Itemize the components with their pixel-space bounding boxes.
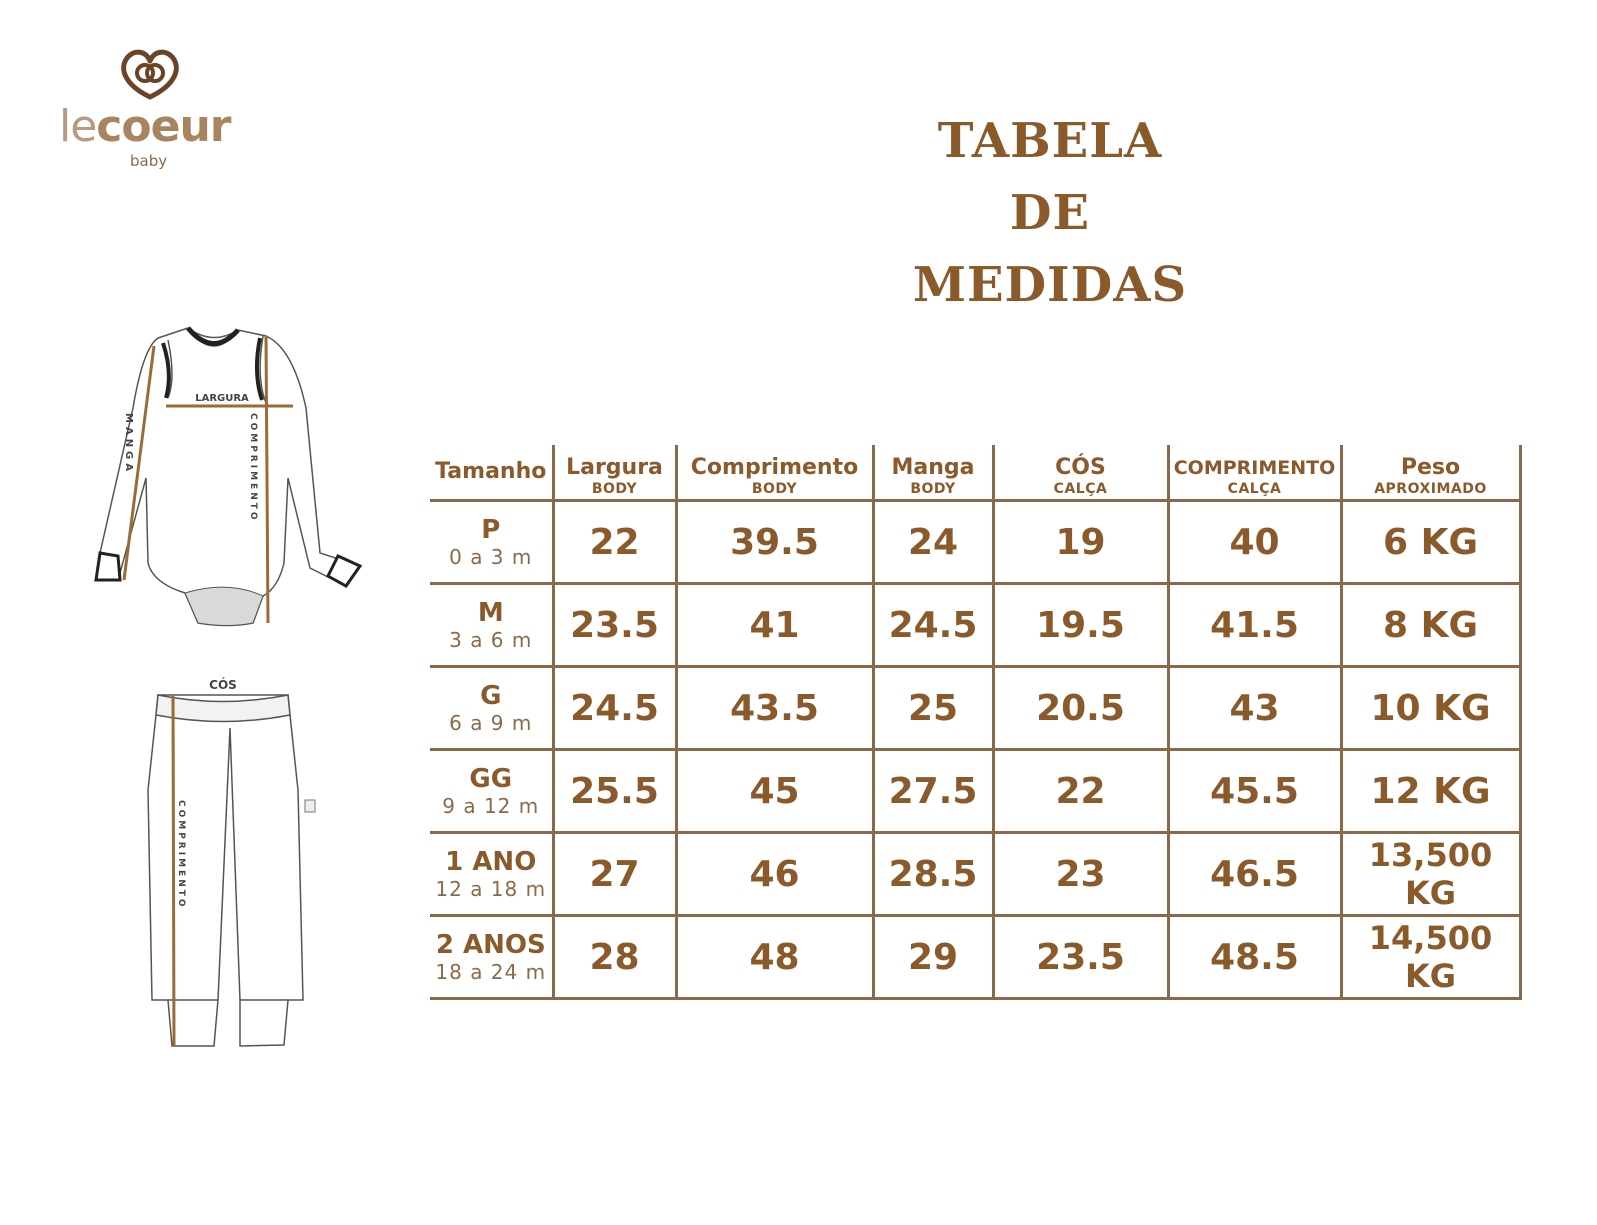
size-label: M bbox=[477, 598, 504, 628]
title-line-1: TABELA DE bbox=[937, 113, 1163, 241]
size-cell bbox=[430, 916, 553, 999]
tag-icon bbox=[305, 800, 315, 812]
header-comprimento-calca: COMPRIMENTO CALÇA bbox=[1168, 445, 1341, 501]
age-range: 3 a 6 m bbox=[449, 628, 533, 652]
comprimento-calca-cell: 45.5 bbox=[1168, 750, 1341, 833]
pants-illustration bbox=[138, 670, 338, 1060]
table-row bbox=[430, 916, 1520, 999]
header-manga: Manga BODY bbox=[873, 445, 993, 501]
comprimento-body-cell: 43.5 bbox=[676, 667, 873, 750]
size-label: G bbox=[480, 681, 502, 711]
size-chart bbox=[430, 445, 1520, 1000]
peso-cell: 6 KG bbox=[1341, 501, 1520, 584]
cos-cell: 20.5 bbox=[993, 667, 1168, 750]
largura-cell: 28 bbox=[553, 916, 676, 999]
comprimento-body-label: COMPRIMENTO bbox=[248, 413, 258, 523]
table-row bbox=[430, 833, 1520, 916]
size-cell bbox=[430, 667, 553, 750]
manga-label: MANGA bbox=[123, 413, 134, 476]
manga-cell: 27.5 bbox=[873, 750, 993, 833]
comprimento-body-cell: 48 bbox=[676, 916, 873, 999]
table-row bbox=[430, 584, 1520, 667]
comprimento-calca-cell: 43 bbox=[1168, 667, 1341, 750]
header-cos: CÓS CALÇA bbox=[993, 445, 1168, 501]
comprimento-calca-cell: 40 bbox=[1168, 501, 1341, 584]
header-peso: Peso APROXIMADO bbox=[1341, 445, 1520, 501]
manga-cell: 29 bbox=[873, 916, 993, 999]
age-range: 12 a 18 m bbox=[435, 877, 547, 901]
largura-cell: 24.5 bbox=[553, 667, 676, 750]
page-title bbox=[900, 105, 1200, 321]
bodysuit-illustration bbox=[88, 318, 373, 638]
size-cell bbox=[430, 750, 553, 833]
peso-cell: 14,500 KG bbox=[1341, 916, 1520, 999]
cos-cell: 23.5 bbox=[993, 916, 1168, 999]
peso-cell: 12 KG bbox=[1341, 750, 1520, 833]
table-row bbox=[430, 501, 1520, 584]
manga-cell: 24.5 bbox=[873, 584, 993, 667]
table-header-row bbox=[430, 445, 1520, 501]
manga-cell: 25 bbox=[873, 667, 993, 750]
manga-cell: 24 bbox=[873, 501, 993, 584]
comprimento-calca-cell: 48.5 bbox=[1168, 916, 1341, 999]
size-label: GG bbox=[469, 764, 513, 794]
size-cell bbox=[430, 833, 553, 916]
size-cell bbox=[430, 501, 553, 584]
size-label: 1 ANO bbox=[445, 847, 537, 877]
size-table bbox=[430, 445, 1522, 1000]
comprimento-calca-cell: 41.5 bbox=[1168, 584, 1341, 667]
size-label: P bbox=[481, 515, 501, 545]
age-range: 18 a 24 m bbox=[435, 960, 547, 984]
heart-logo-icon bbox=[115, 45, 185, 103]
size-label: 2 ANOS bbox=[435, 930, 546, 960]
largura-label: LARGURA bbox=[195, 393, 249, 404]
peso-cell: 13,500 KG bbox=[1341, 833, 1520, 916]
age-range: 0 a 3 m bbox=[449, 545, 533, 569]
largura-cell: 25.5 bbox=[553, 750, 676, 833]
cos-cell: 19.5 bbox=[993, 584, 1168, 667]
comprimento-body-cell: 46 bbox=[676, 833, 873, 916]
table-row bbox=[430, 750, 1520, 833]
brand-wordmark: lecoeur bbox=[59, 101, 231, 152]
largura-cell: 27 bbox=[553, 833, 676, 916]
brand-subtitle: baby bbox=[130, 152, 168, 170]
size-cell bbox=[430, 584, 553, 667]
title-line-2: MEDIDAS bbox=[912, 257, 1188, 313]
cos-cell: 22 bbox=[993, 750, 1168, 833]
brand-logo bbox=[55, 45, 255, 175]
largura-cell: 22 bbox=[553, 501, 676, 584]
peso-cell: 8 KG bbox=[1341, 584, 1520, 667]
age-range: 6 a 9 m bbox=[449, 711, 533, 735]
comprimento-pants-label: COMPRIMENTO bbox=[176, 800, 186, 910]
peso-cell: 10 KG bbox=[1341, 667, 1520, 750]
table-row bbox=[430, 667, 1520, 750]
header-largura: Largura BODY bbox=[553, 445, 676, 501]
comprimento-body-cell: 39.5 bbox=[676, 501, 873, 584]
cos-cell: 23 bbox=[993, 833, 1168, 916]
manga-cell: 28.5 bbox=[873, 833, 993, 916]
cos-cell: 19 bbox=[993, 501, 1168, 584]
comprimento-body-cell: 45 bbox=[676, 750, 873, 833]
header-tamanho: Tamanho bbox=[430, 445, 553, 501]
comprimento-body-cell: 41 bbox=[676, 584, 873, 667]
header-comprimento-body: Comprimento BODY bbox=[676, 445, 873, 501]
largura-cell: 23.5 bbox=[553, 584, 676, 667]
cos-label: CÓS bbox=[209, 678, 237, 692]
age-range: 9 a 12 m bbox=[442, 794, 540, 818]
comprimento-calca-cell: 46.5 bbox=[1168, 833, 1341, 916]
